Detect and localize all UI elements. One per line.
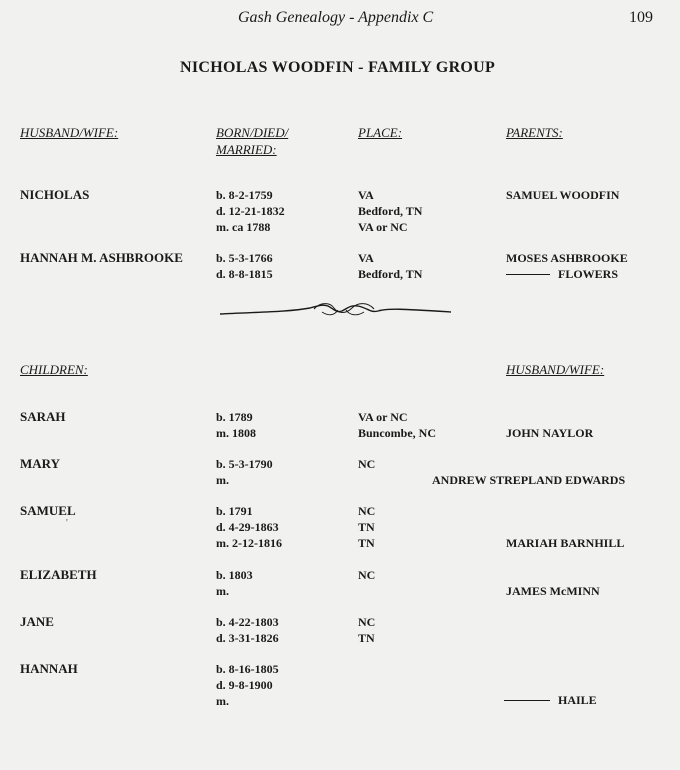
husband-places [358,187,422,235]
wife-dates [216,250,273,282]
child-places-mary [358,456,375,472]
child-places-samuel [358,503,375,551]
child-place: TN [358,520,375,534]
wife-born: b. 5-3-1766 [216,251,273,265]
wife-places [358,250,422,282]
child-spouse-samuel: MARIAH BARNHILL [506,536,625,550]
husband-born: b. 8-2-1759 [216,188,273,202]
wife-parents [506,250,628,282]
blank-name-rule [504,700,550,701]
child-name-samuel: SAMUEL [20,503,76,518]
husband-died: d. 12-21-1832 [216,204,285,218]
husband-name: NICHOLAS [20,187,90,202]
child-married: m. [216,694,229,708]
blank-name-rule [506,274,550,275]
child-places-sarah [358,409,436,441]
child-spouse-mary: ANDREW STREPLAND EDWARDS [432,473,626,487]
child-dates-sarah [216,409,256,441]
child-place: NC [358,568,376,582]
child-died: d. 3-31-1826 [216,631,279,645]
child-place: TN [358,631,375,645]
child-place: VA or NC [358,410,408,424]
running-title: Gash Genealogy - Appendix C [238,9,434,26]
child-born: b. 5-3-1790 [216,457,273,471]
husband-death-place: Bedford, TN [358,204,423,218]
col-header-born-died: BORN/DIED/ [216,125,289,140]
page-title: NICHOLAS WOODFIN - FAMILY GROUP [180,59,496,76]
child-dates-hannah [216,661,279,709]
col-header-child-spouse: HUSBAND/WIFE: [506,362,605,377]
child-name-hannah: HANNAH [20,661,78,676]
child-married: m. 1808 [216,426,256,440]
child-place: NC [358,504,376,518]
child-born: b. 1791 [216,504,253,518]
wife-name: HANNAH M. ASHBROOKE [20,250,183,265]
ornament-divider [218,300,453,322]
child-place: TN [358,536,375,550]
child-born: b. 1803 [216,568,253,582]
husband-dates [216,187,285,235]
child-born: b. 1789 [216,410,253,424]
wife-mother [506,266,628,282]
child-place: NC [358,457,376,471]
child-spouse-elizabeth: JAMES McMINN [506,584,600,598]
wife-death-place: Bedford, TN [358,267,423,281]
husband-marriage-place: VA or NC [358,220,408,234]
child-married: m. [216,584,229,598]
child-born: b. 4-22-1803 [216,615,279,629]
husband-father: SAMUEL WOODFIN [506,188,620,202]
child-dates-jane [216,614,279,646]
col-header-born-died-married [216,124,288,158]
child-name-sarah: SARAH [20,409,66,424]
child-place: Buncombe, NC [358,426,437,440]
child-dates-elizabeth [216,567,253,599]
child-died: d. 9-8-1900 [216,678,273,692]
child-died: d. 4-29-1863 [216,520,279,534]
wife-died: d. 8-8-1815 [216,267,273,281]
child-spouse-hannah [504,692,597,708]
col-header-children: CHILDREN: [20,362,88,377]
child-spouse-sarah: JOHN NAYLOR [506,426,594,440]
child-spouse-surname: HAILE [558,693,597,707]
child-places-elizabeth [358,567,375,583]
col-header-place: PLACE: [358,125,403,140]
wife-mother-surname: FLOWERS [558,267,619,281]
child-name-mary: MARY [20,456,60,471]
wife-birth-place: VA [358,251,374,265]
child-born: b. 8-16-1805 [216,662,279,676]
child-name-jane: JANE [20,614,54,629]
col-header-husband-wife: HUSBAND/WIFE: [20,125,119,140]
stray-mark: ' [66,518,68,529]
husband-parents [506,187,619,203]
col-header-married: MARRIED: [216,142,277,157]
child-dates-mary [216,456,273,488]
child-married: m. [216,473,229,487]
page-number: 109 [629,9,653,26]
child-places-jane [358,614,375,646]
col-header-parents: PARENTS: [506,125,563,140]
child-place: NC [358,615,376,629]
husband-birth-place: VA [358,188,374,202]
child-dates-samuel [216,503,282,551]
husband-married: m. ca 1788 [216,220,271,234]
child-name-elizabeth: ELIZABETH [20,567,97,582]
child-married: m. 2-12-1816 [216,536,282,550]
wife-father: MOSES ASHBROOKE [506,251,628,265]
